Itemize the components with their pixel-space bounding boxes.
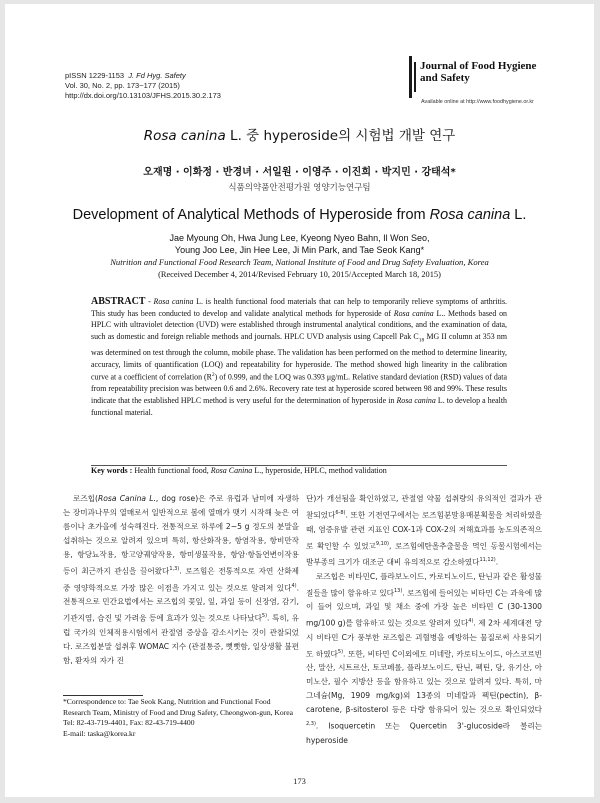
issn: pISSN 1229-1153 xyxy=(65,71,125,80)
abstract: ABSTRACT - Rosa canina L. is health functional food materials that can help to temporarily relieve symptoms of arthritis. This study has been conducted to develop and validate analytical methods for hyperoside of Rosa canina L.. Methods based on HPLC with ultraviolet detection (UVD) were established through instrumental analytical conditions, and the examination of data, such as domestic and foreign reliable methods and journals. HPLC UVD analysis using Capcell Pak $C_{18}$ MG II column at 353 nm was determined on test through the column, mobile phase. The validation has been performed on the method to determine linearity, accuracy, limits of quantification (LOQ) and repeatability for hyperoside. The method showed high linearity in the calibration curve at a coefficient of correlation $(R^2)$ of 0.999, and the LOQ was 0.393 μg/mL. Relative standard deviation (RSD) values of data from repeatability precision was between 0.6 and 2.6%. Recovery rate test at hyperoside scored between 98 and 99%. These results indicate that the established HPLC method is very useful for the determination of hyperoside in Rosa canina L. to develop a health functional material. xyxy=(91,296,508,417)
received-dates: (Received December 4, 2014/Revised February 10, 2015/Accepted March 18, 2015) xyxy=(158,270,441,279)
korean-authors: 오재명 · 이화정 · 반경녀 · 서일원 · 이영주 · 이진희 · 박지민 · 강태석* xyxy=(143,167,456,178)
body-paragraph: 로즈힙(Rosa Canina L., dog rose)은 주로 유럽과 남미에 자생하는 장미과나무의 열매로서 일반적으로 봄에 열매가 맺기 시작해 늦은 여름이나 초가을에 성숙해진다. 전통적으로 하루에 2~5 g 정도의 분말을 섭취하는 것으로 알려져 있으며 특히, 항산화작용, 항염작용, 항비만작용, 항당뇨작용, 항고양궤양작용, 항미생물작용, 항암·항돌연변이작용 등이 최근까지 관심을 끌어왔다$^{1,3)}$. 로즈힙은 전통적으로 자연 산화제 중 영양학적으로 가장 많은 이점을 가지고 있는 것으로 알려져 있다$^{4)}$. 전통적으로 민간요법에서는 로즈힙의 꽃잎, 잎, 과일 등이 신장염, 감기, 기관지염, 습진 및 가려움 등에 효과가 있는 것으로 나타났다$^{5)}$. 특히, 유럽 국가의 인체적용시험에서 관절염 증상을 감소시키는 것이 관찰되었다. 로즈힙분말 섭취후 WOMAC 지수 (관절통증, 뻣뻣함, 일상생활 불편함, 환자의 자가 진 xyxy=(63,494,299,665)
abstract-label: ABSTRACT xyxy=(91,296,146,307)
page-number: 173 xyxy=(293,776,306,786)
body-column-left xyxy=(63,492,299,668)
volume-info: Vol. 30, No. 2, pp. 173~177 (2015) xyxy=(65,81,180,90)
korean-title: Rosa canina L. 중 hyperoside의 시험법 개발 연구 xyxy=(143,128,456,144)
english-institution: Nutrition and Functional Food Research Team, National Institute of Food and Drug Safety Evaluation, Korea xyxy=(110,257,489,267)
citation-header xyxy=(65,71,221,101)
english-title: Development of Analytical Methods of Hyperoside from Rosa canina L. xyxy=(72,207,527,223)
journal-logo xyxy=(409,56,419,98)
paper-page xyxy=(5,4,594,797)
journal-abbrev: J. Fd Hyg. Safety xyxy=(128,71,186,80)
journal-name: Journal of Food Hygiene and Safety xyxy=(420,60,537,84)
korean-institution: 식품의약품안전평가원 영양기능연구팀 xyxy=(228,183,371,193)
body-paragraph: 로즈힙은 비타민C, 플라보노이드, 카로티노이드, 탄닌과 같은 활성물질들을 많이 함유하고 있다$^{13)}$. 로즈힙에 들어있는 비타민 C는 과육에 많이 들어 있으며, 과일 및 채소 중에 가장 높은 비타민 C (30-1300 mg/100 g)를 함유하고 있는 것으로 알려져 있다$^{4)}$. 제 2차 세계대전 당시 비타민 C가 풍부한 로즈힙은 괴혈병을 예방하는 물질로써 사용되기도 하였다$^{5)}$. 또한, 비타민 C이외에도 미네랄, 카로티노이드, 아스코르빈산, 말산, 시트르산, 토코페롤, 플라보노이드, 탄닌, 펙틴, 당, 유기산, 아미노산, 필수 지방산 등을 함유하고 있는 것으로 알려져 있다. 특히, 마그네슘(Mg, 1909 mg/kg)외 13종의 미네랄과 펙틴(pectin), β-carotene, β-sitosterol 등은 다량 함유되어 있는 것으로 확인되었다$^{2,3)}$. Isoquercetin 또는 Quercetin 3'-glucoside라 불리는 hyperoside xyxy=(306,571,542,745)
keywords: Key words : Health functional food, Rosa Canina L., hyperoside, HPLC, method validation xyxy=(91,466,387,475)
email-link[interactable]: E-mail: taska@korea.kr xyxy=(63,728,136,738)
footnote-divider xyxy=(63,695,143,696)
doi-link[interactable]: http://dx.doi.org/10.13103/JFHS.2015.30.2.173 xyxy=(65,91,221,100)
correspondence-footnote: *Correspondence to: Tae Seok Kang, Nutrition and Functional Food Research Team, Ministry of Food and Drug Safety, Cheongwon-gun, Korea Tel: 82-43-719-4401, Fax: 82-43-719-4400 E-mail: taska@korea.kr xyxy=(63,697,299,739)
keywords-label: Key words : xyxy=(91,466,133,475)
body-paragraph: 단)가 개선됨을 확인하였고, 관절염 약물 섭취량의 유의적인 결과가 관찰되었다$^{6-8)}$. 또한 기전연구에서는 로즈힙분말용매분획물을 처리하였을 때, 염증유발 관련 지표인 COX-1과 COX-2의 저해효과를 농도의존적으로 확인할 수 있었고$^{9,10)}$, 로즈힙에탄올추출물을 먹인 동물시험에서는 발부종의 크기가 대조군 대비 유의적으로 감소하였다$^{11,12)}$. xyxy=(306,494,542,567)
body-column-right xyxy=(306,492,542,748)
english-authors: Jae Myoung Oh, Hwa Jung Lee, Kyeong Nyeo Bahn, Il Won Seo, Young Joo Lee, Jin Hee Lee, Ji Min Park, and Tae Seok Kang* xyxy=(169,233,430,255)
journal-online-url[interactable]: Available online at http://www.foodhygiene.or.kr xyxy=(421,99,534,105)
